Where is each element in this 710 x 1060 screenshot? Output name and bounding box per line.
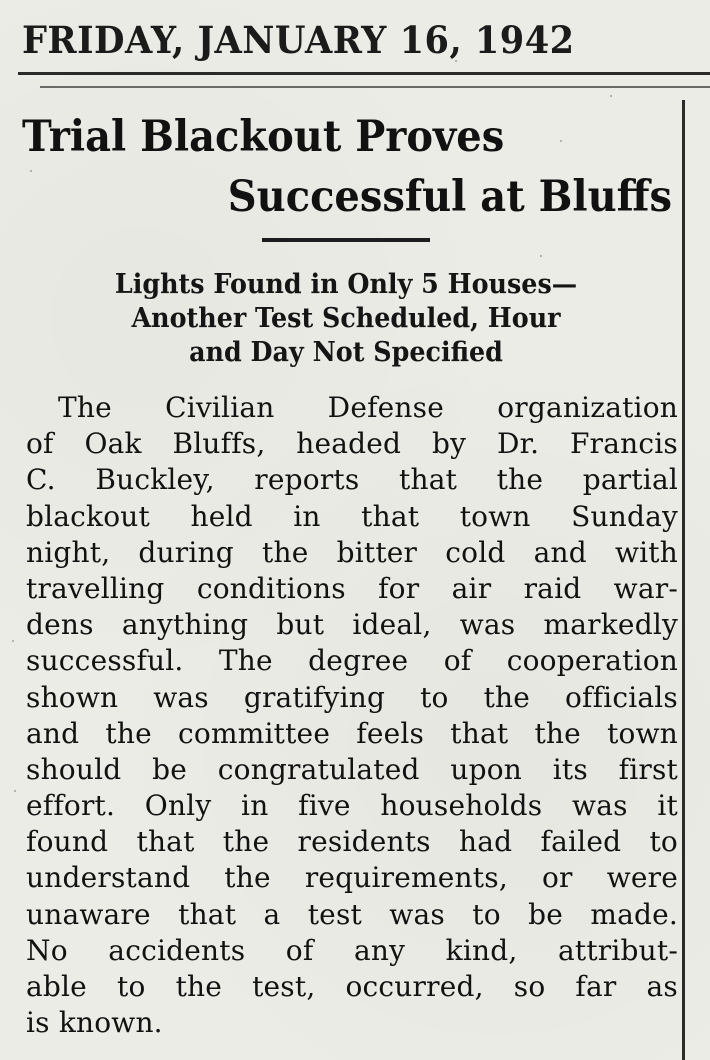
- body-line: should be congratulated upon its first: [26, 752, 678, 786]
- body-line: travelling conditions for air raid war-: [26, 571, 678, 605]
- body-line: effort. Only in five households was it: [26, 789, 678, 823]
- body-line: C. Buckley, reports that the partial: [26, 463, 678, 497]
- body-line: blackout held in that town Sunday: [26, 499, 678, 533]
- dateline: FRIDAY, JANUARY 16, 1942: [22, 18, 575, 62]
- headline-line-2: Successful at Bluffs: [227, 172, 673, 222]
- headline-divider: [262, 238, 430, 242]
- subhead-line: Another Test Scheduled, Hour: [131, 303, 561, 334]
- body-line: understand the requirements, or were: [26, 861, 678, 895]
- paper-speck: [540, 255, 542, 257]
- column-rule: [682, 100, 685, 1060]
- top-rule: [18, 72, 710, 75]
- paper-speck: [12, 640, 14, 642]
- body-line: No accidents of any kind, attribut-: [26, 933, 678, 967]
- paper-speck: [610, 95, 612, 97]
- subhead-line: and Day Not Specified: [189, 337, 503, 368]
- body-line: and the committee feels that the town: [26, 716, 678, 750]
- article-body: [26, 390, 678, 1041]
- body-line: successful. The degree of cooperation: [26, 644, 678, 678]
- body-line: shown was gratifying to the officials: [26, 680, 678, 714]
- subheadline: [16, 268, 676, 370]
- paper-speck: [30, 170, 32, 172]
- body-line: The Civilian Defense organization: [58, 391, 678, 424]
- body-line: dens anything but ideal, was markedly: [26, 608, 678, 642]
- paper-speck: [560, 140, 562, 142]
- top-rule-thin: [40, 86, 710, 88]
- body-line: of Oak Bluffs, headed by Dr. Francis: [26, 427, 678, 461]
- paper-speck: [14, 790, 16, 792]
- body-line: unaware that a test was to be made.: [26, 897, 678, 931]
- headline: [22, 110, 672, 224]
- body-line: night, during the bitter cold and with: [26, 535, 678, 569]
- body-line: found that the residents had failed to: [26, 825, 678, 859]
- headline-line-1: Trial Blackout Proves: [22, 112, 505, 162]
- paper-speck: [455, 60, 457, 62]
- subhead-line: Lights Found in Only 5 Houses—: [114, 269, 578, 300]
- body-line: able to the test, occurred, so far as: [26, 970, 678, 1003]
- body-line: is known.: [26, 1006, 163, 1040]
